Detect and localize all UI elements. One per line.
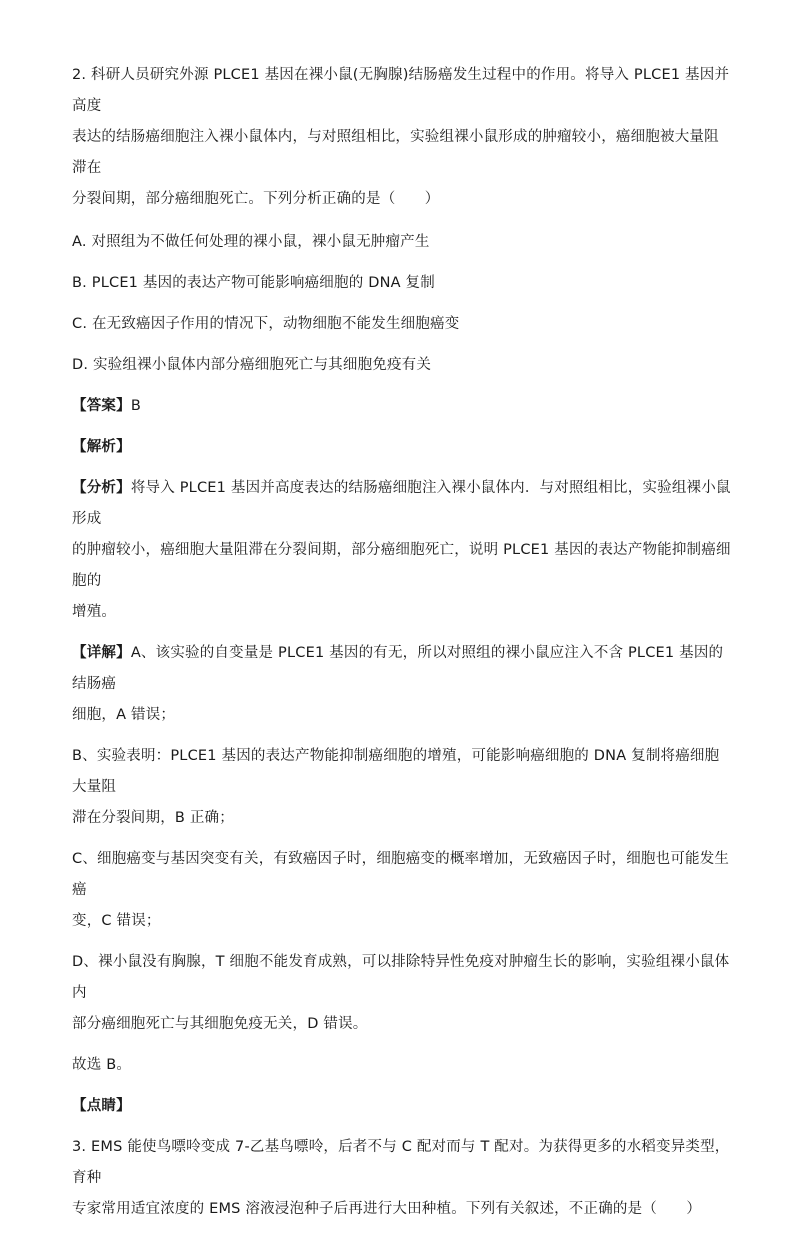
analysis-line: 将导入 PLCE1 基因并高度表达的结肠癌细胞注入裸小鼠体内．与对照组相比，实验组裸小鼠形成 (72, 480, 731, 527)
jiexi-section (72, 432, 732, 463)
conclusion (72, 1050, 732, 1081)
option-d (72, 350, 732, 381)
dianjing-label: 【点睛】 (72, 1098, 131, 1114)
dianjing-section (72, 1091, 732, 1122)
answer-label: 【答案】 (72, 398, 131, 414)
question-stem-line: 表达的结肠癌细胞注入裸小鼠体内，与对照组相比，实验组裸小鼠形成的肿瘤较小，癌细胞被大量阻滞在 (72, 129, 719, 176)
answer-value: B (130, 398, 141, 414)
jiexi-label: 【解析】 (72, 439, 131, 455)
option-a-text: A. 对照组为不做任何处理的裸小鼠，裸小鼠无肿瘤产生 (72, 234, 430, 250)
option-b-text: B. PLCE1 基因的表达产物可能影响癌细胞的 DNA 复制 (72, 275, 435, 291)
detail-line: 细胞，A 错误； (72, 707, 176, 723)
document-page (72, 60, 732, 1235)
option-c (72, 309, 732, 340)
detail-line: 变，C 错误； (72, 913, 161, 929)
detail-line: B、实验表明：PLCE1 基因的表达产物能抑制癌细胞的增殖，可能影响癌细胞的 DNA 复制将癌细胞大量阻 (72, 748, 720, 795)
question-stem-line: 分裂间期，部分癌细胞死亡。下列分析正确的是（ ） (72, 191, 440, 207)
question-stem-line: 专家常用适宜浓度的 EMS 溶液浸泡种子后再进行大田种植。下列有关叙述，不正确的是（ ） (72, 1201, 702, 1217)
question-stem-line: 3. EMS 能使鸟嘌呤变成 7-乙基鸟嘌呤，后者不与 C 配对而与 T 配对。为获得更多的水稻变异类型，育种 (72, 1139, 730, 1186)
question-3-stem (72, 1132, 732, 1225)
detail-line: 滞在分裂间期，B 正确； (72, 810, 234, 826)
analysis-label: 【分析】 (72, 480, 131, 496)
conclusion-text: 故选 B。 (72, 1057, 132, 1073)
option-a (72, 227, 732, 258)
answer-section (72, 391, 732, 422)
detail-label: 【详解】 (72, 645, 131, 661)
analysis-section (72, 473, 732, 628)
question-2-stem (72, 60, 732, 215)
detail-d (72, 947, 732, 1040)
detail-a (72, 638, 732, 731)
detail-b (72, 741, 732, 834)
analysis-line: 的肿瘤较小，癌细胞大量阻滞在分裂间期，部分癌细胞死亡，说明 PLCE1 基因的表达产物能抑制癌细胞的 (72, 542, 731, 589)
detail-line: 部分癌细胞死亡与其细胞免疫无关，D 错误。 (72, 1016, 368, 1032)
detail-c (72, 844, 732, 937)
detail-line: D、裸小鼠没有胸腺，T 细胞不能发育成熟，可以排除特异性免疫对肿瘤生长的影响，实验组裸小鼠体内 (72, 954, 730, 1001)
question-stem-line: 2. 科研人员研究外源 PLCE1 基因在裸小鼠(无胸腺)结肠癌发生过程中的作用。将导入 PLCE1 基因并高度 (72, 67, 730, 114)
detail-line: A、该实验的自变量是 PLCE1 基因的有无，所以对照组的裸小鼠应注入不含 PLCE1 基因的结肠癌 (72, 645, 724, 692)
option-d-text: D. 实验组裸小鼠体内部分癌细胞死亡与其细胞免疫有关 (72, 357, 432, 373)
analysis-line: 增殖。 (72, 604, 117, 620)
option-c-text: C. 在无致癌因子作用的情况下，动物细胞不能发生细胞癌变 (72, 316, 460, 332)
option-b (72, 268, 732, 299)
detail-line: C、细胞癌变与基因突变有关，有致癌因子时，细胞癌变的概率增加，无致癌因子时，细胞也可能发生癌 (72, 851, 730, 898)
